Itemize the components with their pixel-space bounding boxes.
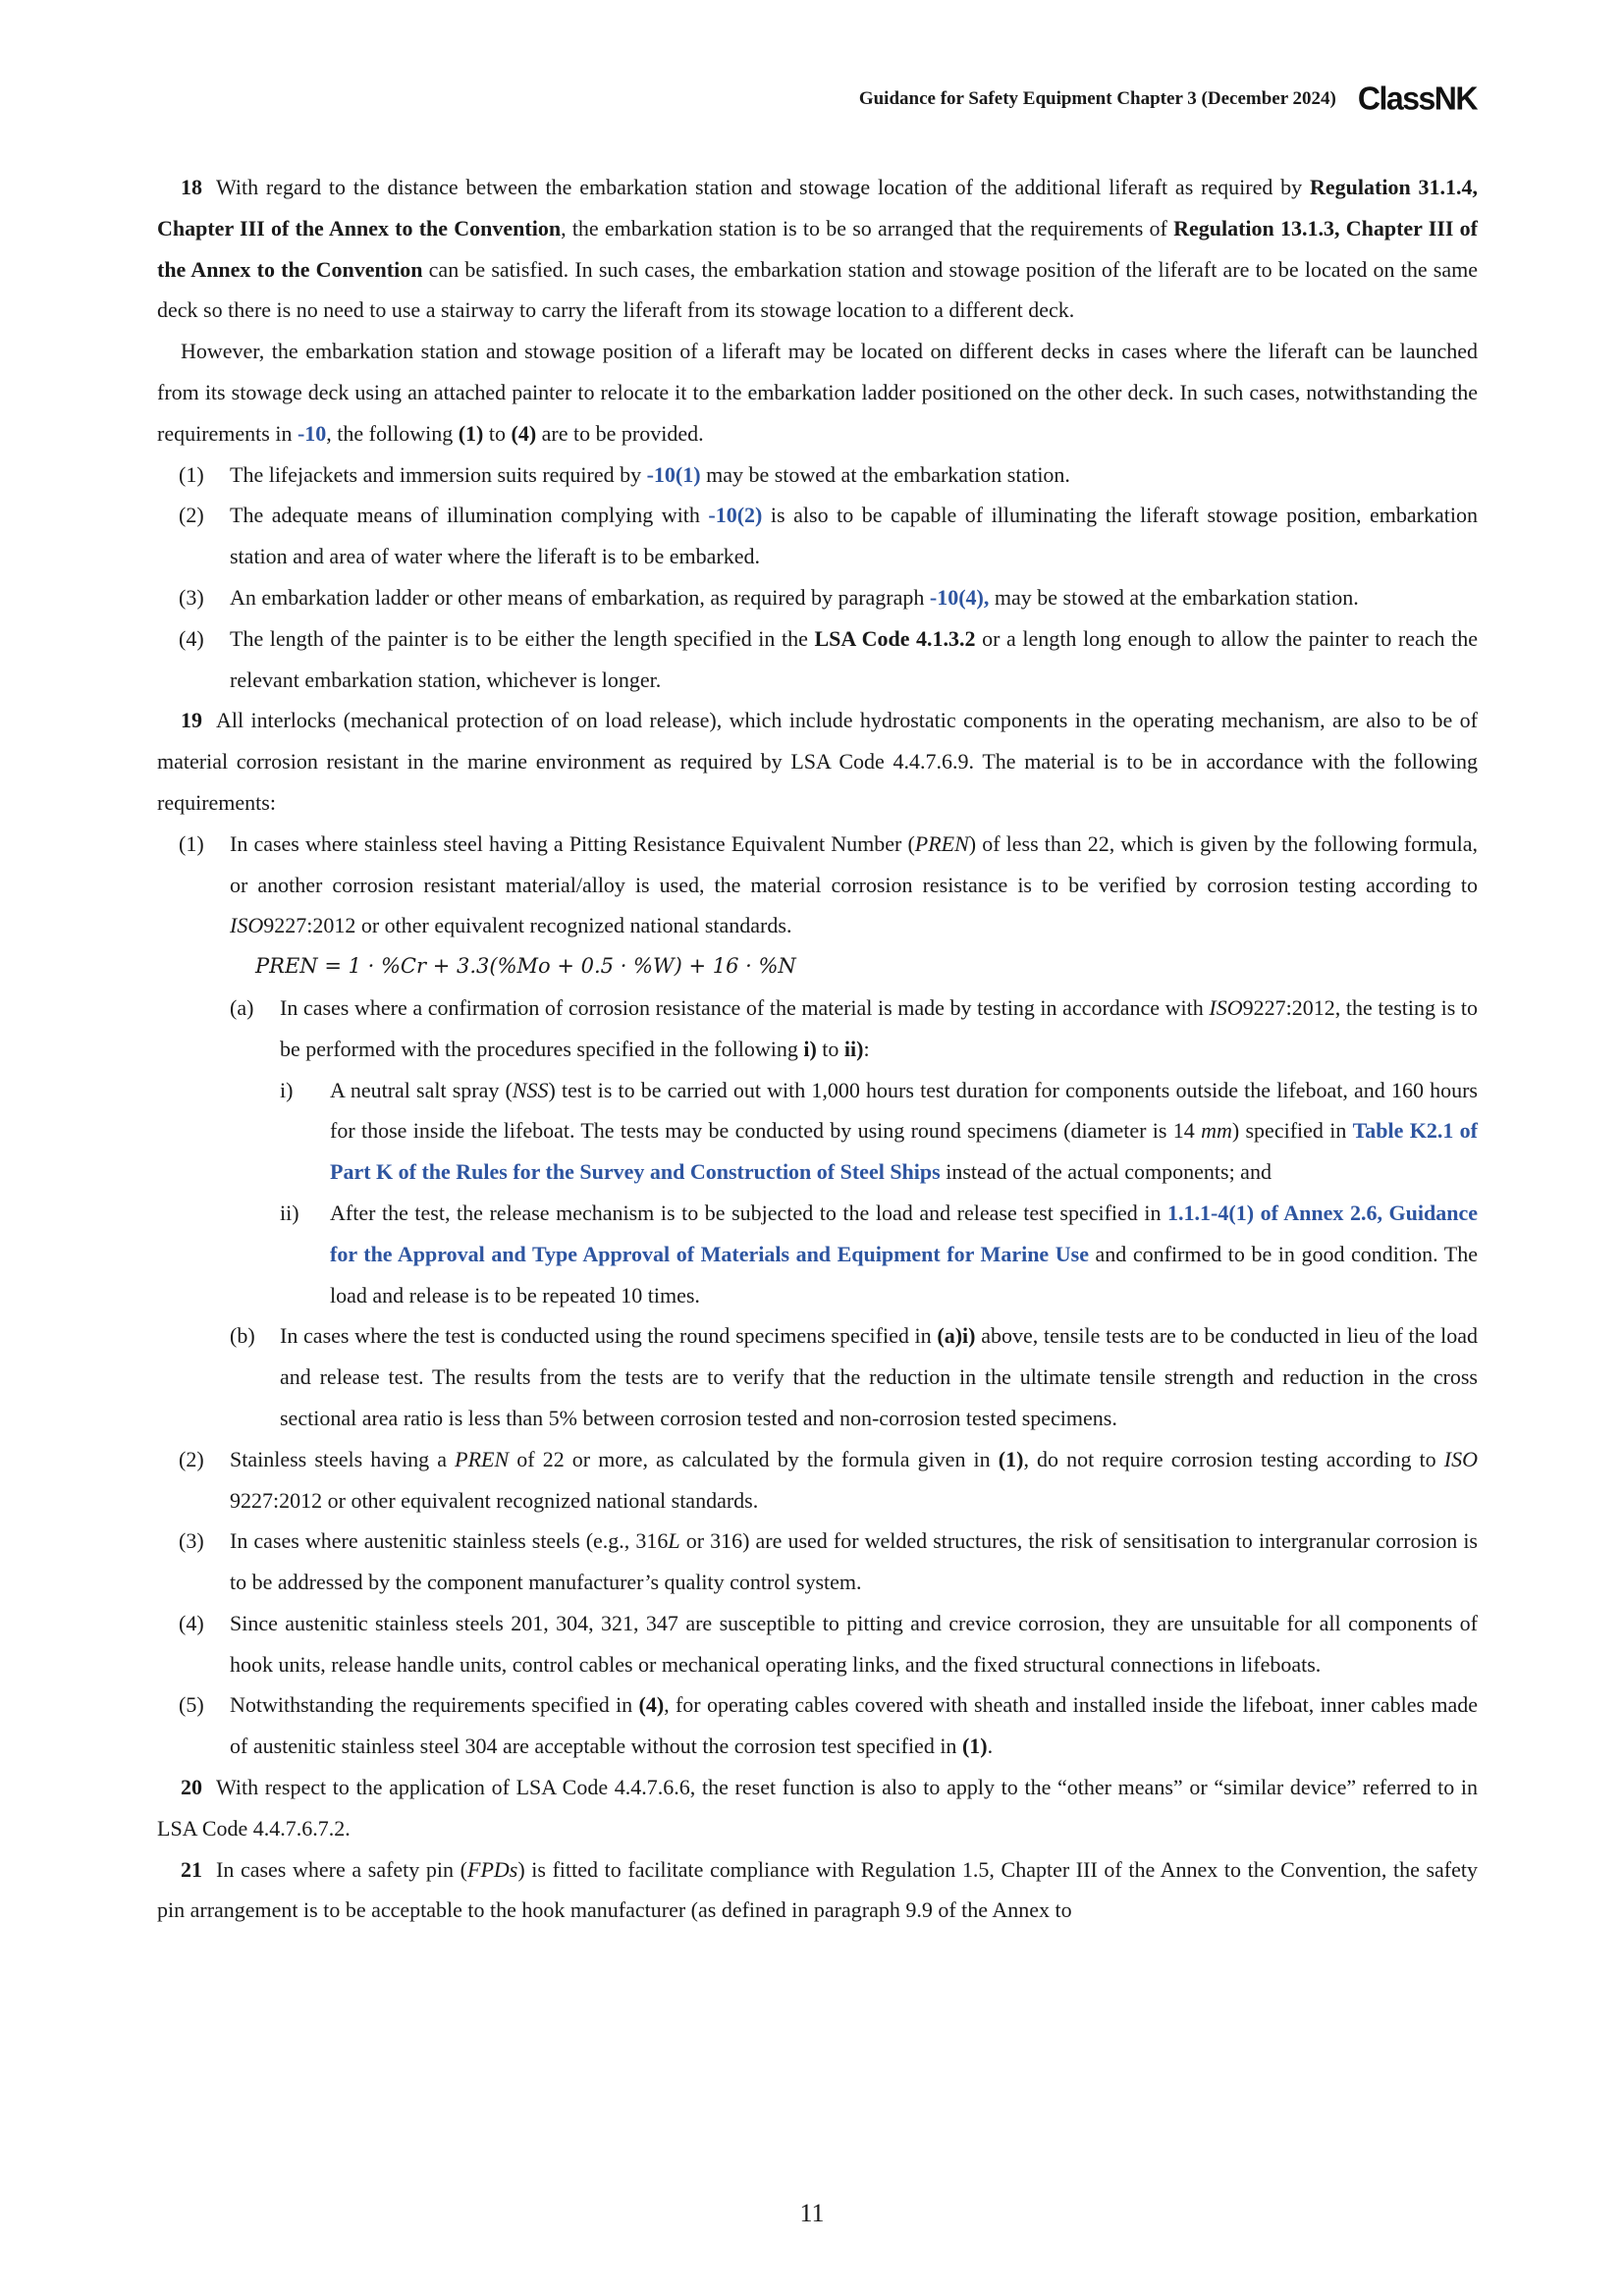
list-item: (1) The lifejackets and immersion suits required by -10(1) may be stowed at the embarkation station. [157,454,1478,496]
cross-reference-link[interactable]: -10(2) [708,503,763,528]
list-item: (1) In cases where stainless steel having a Pitting Resistance Equivalent Number (PREN) of less than 22, which is given by the following formula, or another corrosion resistant material/alloy is used, the material corrosion resistance is to be verified by corrosion testing according to ISO9227:2012 or other equivalent recognized national standards. [157,824,1478,946]
list-marker: i) [280,1077,294,1102]
code-reference: LSA Code 4.1.3.2 [814,625,976,651]
list-marker: (5) [179,1692,204,1718]
list-item: (5) Notwithstanding the requirements specified in (4), for operating cables covered with sheath and installed inside the lifeboat, inner cables made of austenitic stainless steel 304 are acceptable without the corrosion test specified in (1). [157,1684,1478,1767]
list-item: (2) Stainless steels having a PREN of 22 or more, as calculated by the formula given in (1), do not require corrosion testing according to ISO 9227:2012 or other equivalent recognized national standards. [157,1439,1478,1522]
section-number: 20 [181,1775,202,1800]
cross-reference-link[interactable]: Table K2.1 of Part K of the Rules for the Survey and Construction of Steel Ships [330,1118,1478,1185]
section-19-intro: 19 All interlocks (mechanical protection of on load release), which include hydrostatic components in the operating mechanism, are also to be of material corrosion resistant in the marine environment as required by LSA Code 4.4.7.6.9. The material is to be in accordance with the following requirements: [157,708,1478,815]
list-item: (4) Since austenitic stainless steels 201, 304, 321, 347 are susceptible to pitting and crevice corrosion, they are unsuitable for all components of hook units, release handle units, control cables or mechanical operating links, and the fixed structural connections in lifeboats. [157,1603,1478,1685]
cross-reference-link[interactable]: -10(1) [646,461,701,487]
section-number: 18 [181,175,202,199]
section-number: 21 [181,1856,202,1882]
list-marker: (3) [179,1528,204,1554]
cross-reference-link[interactable]: -10 [297,420,327,446]
pren-formula: PREN = 1 · %Cr + 3.3(%Mo + 0.5 · %W) + 16 · %N [255,954,796,979]
regulation-reference: Regulation 13.1.3, Chapter III of the Annex to the Convention [157,215,1479,282]
list-item: (3) An embarkation ladder or other means of embarkation, as required by paragraph -10(4), may be stowed at the embarkation station. [157,577,1478,618]
section-18-paragraph-2: However, the embarkation station and stowage position of a liferaft may be located on different decks in cases where the liferaft can be launched from its stowage deck using an attached painter to relocate it to the embarkation ladder positioned on the other deck. In such cases, notwithstanding the requirements in -10, the following (1) to (4) are to be provided. [157,339,1478,446]
list-marker: (3) [179,584,204,610]
list-item: (4) The length of the painter is to be either the length specified in the LSA Code 4.1.3.2 or a length long enough to allow the painter to reach the relevant embarkation station, whichever is longer. [157,618,1478,701]
sub-sub-list-item: ii) After the test, the release mechanism is to be subjected to the load and release test specified in 1.1.1-4(1) of Annex 2.6, Guidance for the Approval and Type Approval of Materials and Equipment for Marine Use and confirmed to be in good condition. The load and release is to be repeated 10 times. [157,1193,1478,1315]
regulation-reference: Regulation 31.1.4, Chapter III of the Annex to the Convention [157,175,1478,240]
list-item: (3) In cases where austenitic stainless steels (e.g., 316L or 316) are used for welded structures, the risk of sensitisation to intergranular corrosion is to be addressed by the component manufacturer’s quality control system. [157,1521,1478,1603]
page-number: 11 [799,2199,825,2227]
list-marker: (1) [179,461,204,487]
list-marker: (4) [179,1610,204,1635]
list-marker: ii) [280,1200,299,1225]
classnk-logo: ClassNK [1357,80,1477,117]
sub-list-item: (a) In cases where a confirmation of corrosion resistance of the material is made by testing in accordance with ISO9227:2012, the testing is to be performed with the procedures specified in the following i) to ii): [157,988,1478,1070]
document-body [157,167,1478,1931]
section-number: 19 [181,708,202,733]
sub-sub-list-item: i) A neutral salt spray (NSS) test is to be carried out with 1,000 hours test duration for components outside the lifeboat, and 160 hours for those inside the lifeboat. The tests may be conducted by using round specimens (diameter is 14 mm) specified in Table K2.1 of Part K of the Rules for the Survey and Construction of Steel Ships instead of the actual components; and [157,1070,1478,1193]
list-marker: (b) [230,1323,255,1349]
list-item: (2) The adequate means of illumination complying with -10(2) is also to be capable of illuminating the liferaft stowage position, embarkation station and area of water where the liferaft is to be embarked. [157,495,1478,577]
cross-reference-link[interactable]: -10(4), [929,584,990,610]
list-marker: (2) [179,1446,204,1471]
page-header [859,80,1477,117]
list-marker: (1) [179,830,204,856]
header-title: Guidance for Safety Equipment Chapter 3 (December 2024) [858,87,1336,109]
list-marker: (4) [179,625,204,651]
sub-list-item: (b) In cases where the test is conducted using the round specimens specified in (a)i) above, tensile tests are to be conducted in lieu of the load and release test. The results from the tests are to verify that the reduction in the ultimate tensile strength and reduction in the cross sectional area ratio is less than 5% between corrosion tested and non-corrosion tested specimens. [157,1315,1478,1438]
section-18-paragraph-1: 18 With regard to the distance between the embarkation station and stowage location of the additional liferaft as required by Regulation 31.1.4, Chapter III of the Annex to the Convention, the embarkation station is to be so arranged that the requirements of Regulation 13.1.3, Chapter III of the Annex to the Convention can be satisfied. In such cases, the embarkation station and stowage position of the liferaft are to be located on the same deck so there is no need to use a stairway to carry the liferaft from its stowage location to a different deck. [157,175,1479,323]
cross-reference-link[interactable]: 1.1.1-4(1) of Annex 2.6, Guidance for the Approval and Type Approval of Materials and Equipment for Marine Use [330,1200,1478,1266]
section-20-paragraph: 20 With respect to the application of LSA Code 4.4.7.6.6, the reset function is also to apply to the “other means” or “similar device” referred to in LSA Code 4.4.7.6.7.2. [157,1775,1478,1841]
section-21-paragraph: 21 In cases where a safety pin (FPDs) is fitted to facilitate compliance with Regulation 1.5, Chapter III of the Annex to the Convention, the safety pin arrangement is to be acceptable to the hook manufacturer (as defined in paragraph 9.9 of the Annex to [157,1856,1479,1923]
list-marker: (2) [179,503,204,528]
list-marker: (a) [230,994,254,1020]
